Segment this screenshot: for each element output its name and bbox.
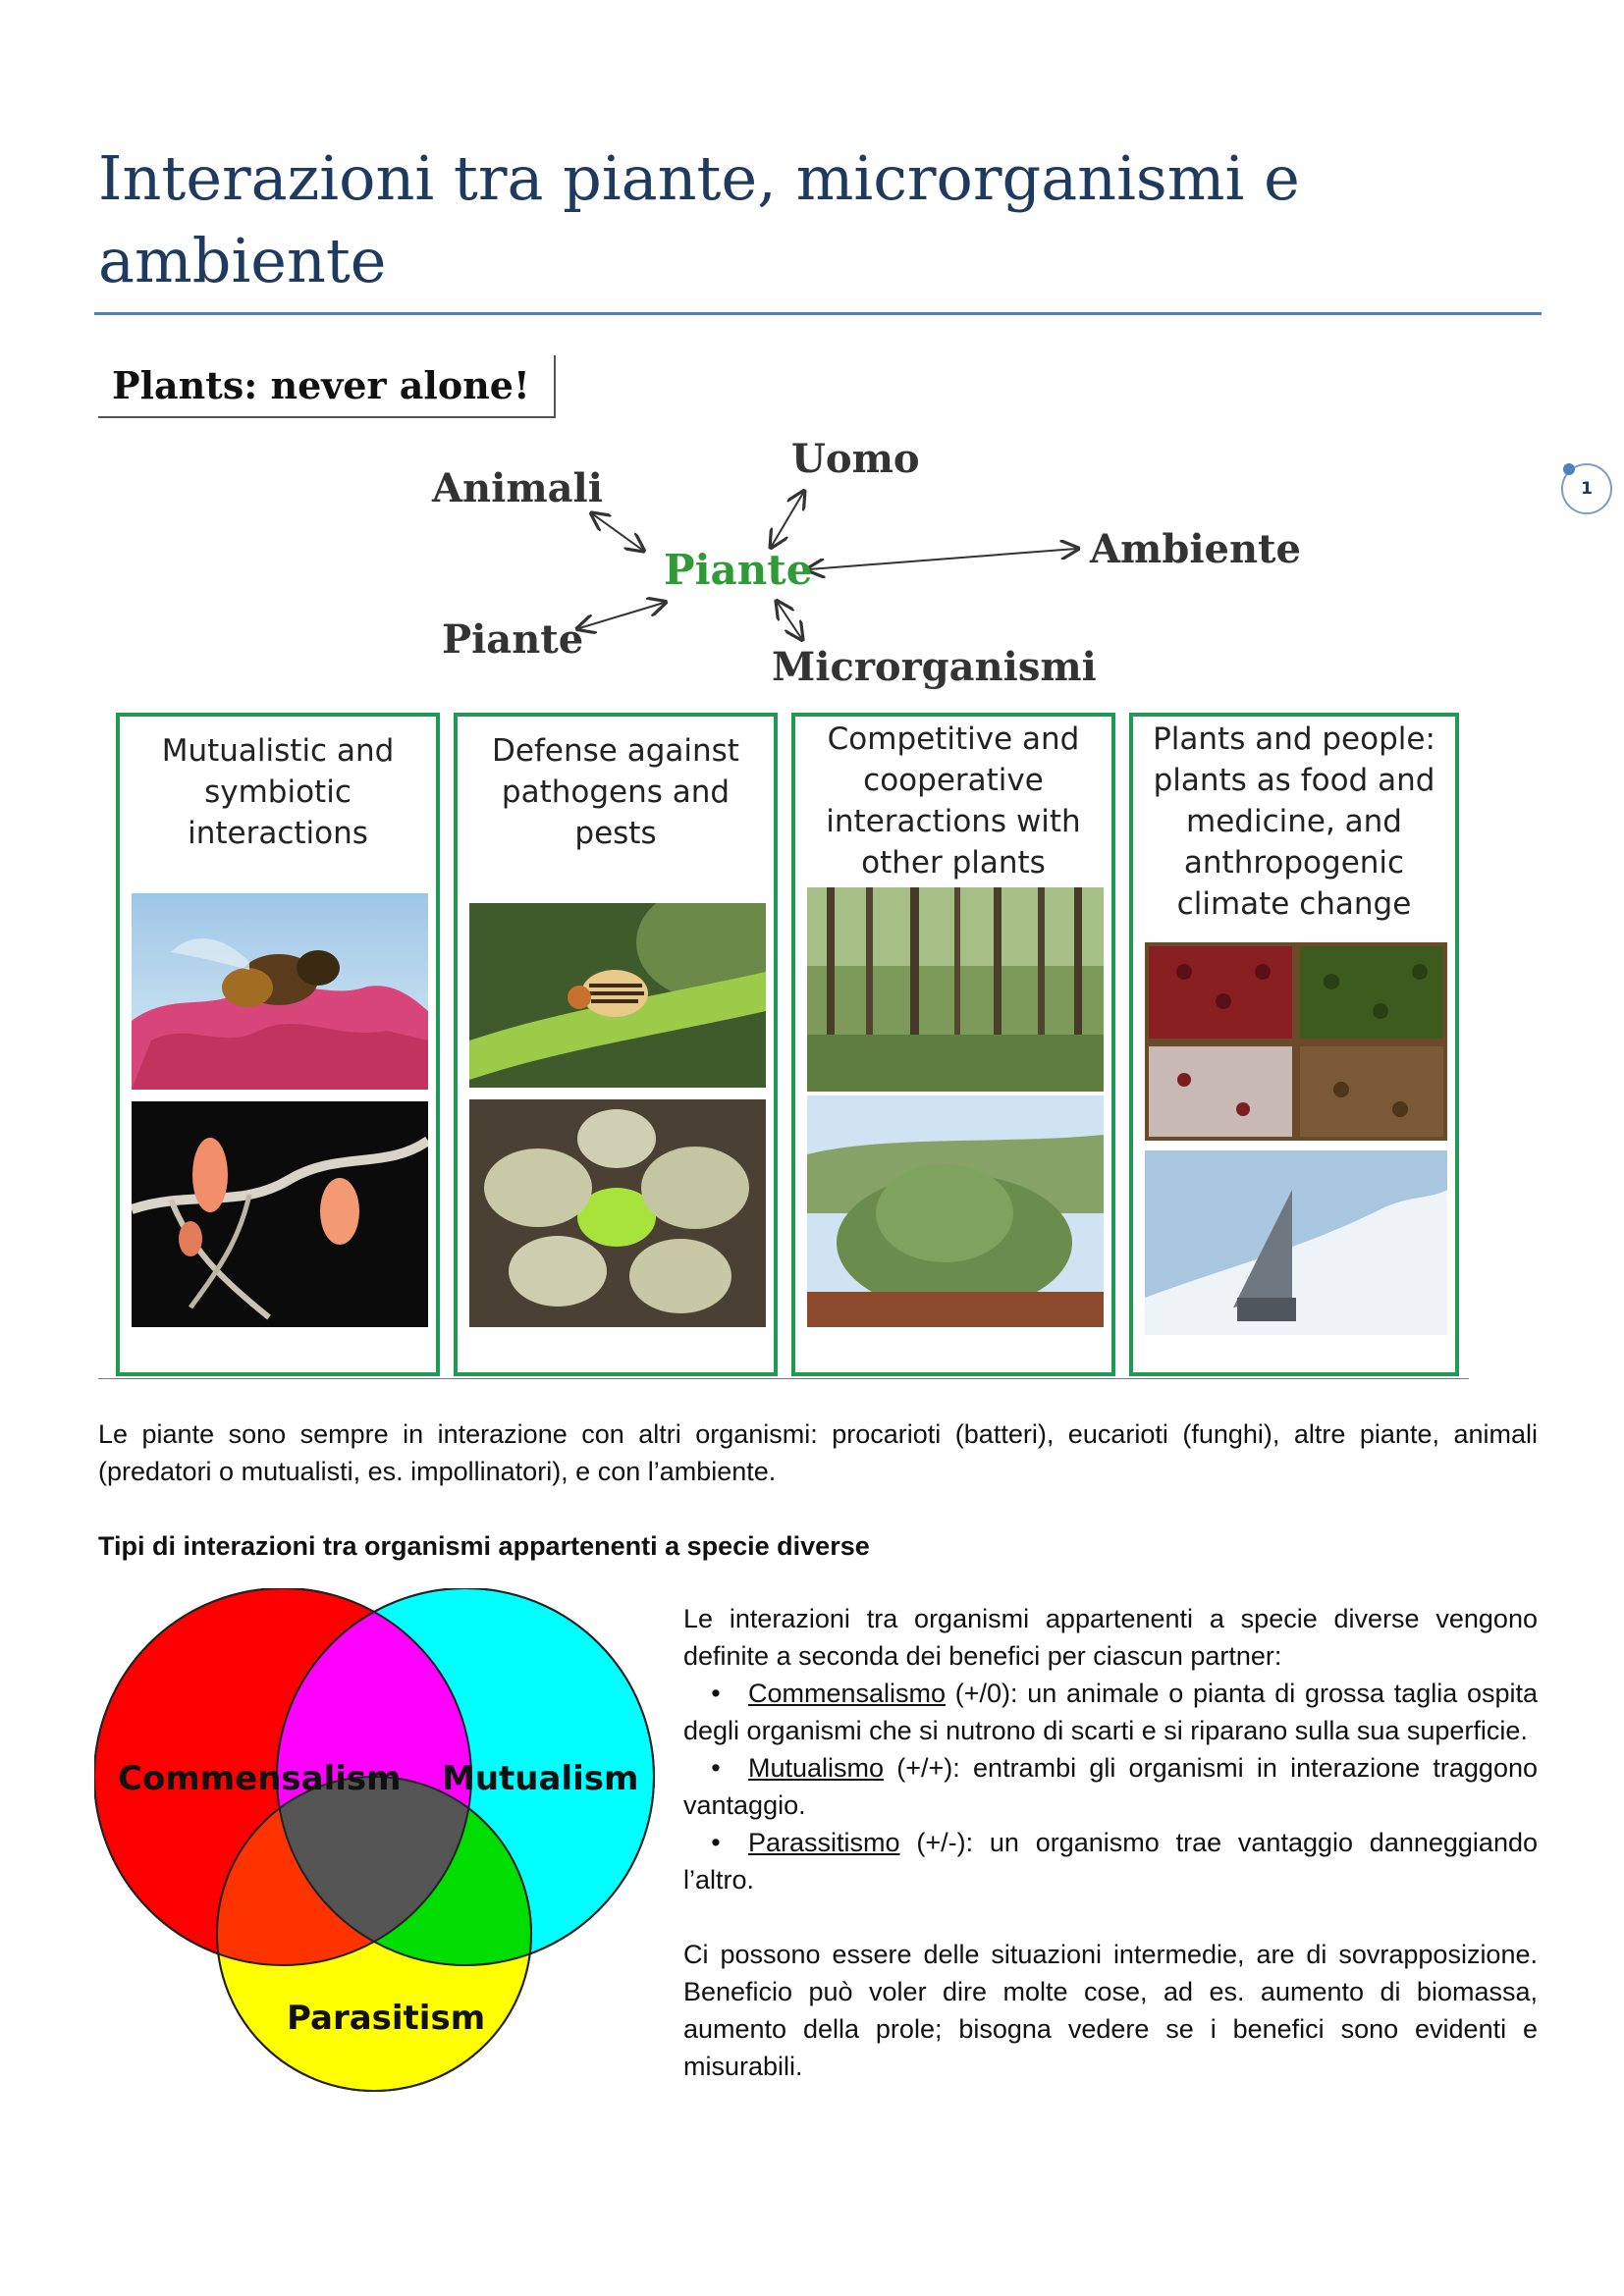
seed-vault-image xyxy=(1145,1150,1447,1335)
panel-people xyxy=(1129,713,1459,1376)
page-title: Interazioni tra piante, microrganismi e ambiente xyxy=(98,142,1300,296)
venn-diagram xyxy=(94,1588,664,2138)
section-heading: Tipi di interazioni tra organismi appartenenti a specie diverse xyxy=(98,1531,870,1561)
diseased-seedling-image xyxy=(469,1099,766,1327)
forest-image xyxy=(807,887,1104,1092)
bullet-parassitismo xyxy=(683,1824,1538,1898)
closing-paragraph: Ci possono essere delle situazioni intermedie, are di sovrapposizione. Beneficio può voler dire molte cose, ad es. aumento di biomassa, aumento della prole; bisogna vedere se i benefici sono evidenti e misurabili. xyxy=(683,1940,1538,2081)
bullet-term: Parassitismo xyxy=(748,1828,900,1857)
beetle-on-stem-image xyxy=(469,903,766,1088)
node-center-piante: Piante xyxy=(664,546,813,594)
panel-title: Plants and people: plants as food and medicine, and anthropogenic climate change xyxy=(1153,721,1435,922)
panel-competition xyxy=(791,713,1115,1376)
panel-title: Defense against pathogens and pests xyxy=(492,733,739,851)
arrow-animali xyxy=(593,514,642,550)
panel-title: Mutualistic and symbiotic interactions xyxy=(161,733,395,851)
intro-paragraph: Le piante sono sempre in interazione con altri organismi: procarioti (batteri), eucarioti (funghi), altre piante, animali (predatori o mutualisti, es. impollinatori), e con l’ambiente. xyxy=(98,1419,1538,1486)
bullet-text: (+/+): entrambi gli organismi in interazione traggono vantaggio. xyxy=(683,1753,1538,1820)
panel-title: Competitive and cooperative interactions with other plants xyxy=(826,721,1081,881)
root-nodules-image xyxy=(132,1101,428,1327)
seeds-image xyxy=(1145,942,1447,1141)
arrow-uomo xyxy=(772,493,803,546)
lead-paragraph: Le interazioni tra organismi appartenenti a specie diverse vengono definite a seconda dei benefici per ciascun partner: xyxy=(683,1604,1538,1671)
figure-header: Plants: never alone! xyxy=(112,363,530,407)
node-animali: Animali xyxy=(432,465,603,511)
arrow-ambiente xyxy=(809,549,1076,569)
page-number-badge: 1 xyxy=(1561,463,1612,514)
node-microrganismi: Microrganismi xyxy=(772,644,1097,690)
interaction-types-text xyxy=(683,1600,1538,2085)
bullet-icon: • xyxy=(711,1828,721,1857)
bullet-icon: • xyxy=(711,1679,721,1708)
venn-label-commensalism: Commensalism xyxy=(118,1759,402,1798)
venn-label-mutualism: Mutualism xyxy=(442,1759,639,1798)
bullet-icon: • xyxy=(711,1753,721,1783)
bee-on-flower-image xyxy=(132,893,428,1090)
node-ambiente: Ambiente xyxy=(1090,526,1301,572)
arrow-microrganismi xyxy=(778,603,801,638)
shrub-image xyxy=(807,1095,1104,1327)
bullet-mutualismo xyxy=(683,1749,1538,1824)
figure-bottom-rule xyxy=(98,1378,1469,1379)
panel-defense xyxy=(454,713,778,1376)
bullet-term: Commensalismo xyxy=(748,1679,947,1708)
bullet-text: (+/0): un animale o pianta di grossa taglia ospita degli organismi che si nutrono di scarti e si riparano sulla sua superficie. xyxy=(683,1679,1538,1745)
bullet-commensalismo xyxy=(683,1675,1538,1749)
venn-label-parasitism: Parasitism xyxy=(287,1999,486,2038)
bullet-term: Mutualismo xyxy=(748,1753,885,1783)
interaction-arrows xyxy=(0,0,1624,707)
node-uomo: Uomo xyxy=(791,436,920,482)
node-piante: Piante xyxy=(442,616,584,663)
bullet-text: (+/-): un organismo trae vantaggio danneggiando l’altro. xyxy=(683,1828,1538,1895)
panel-mutualism xyxy=(116,713,440,1376)
arrow-piante xyxy=(579,603,664,628)
